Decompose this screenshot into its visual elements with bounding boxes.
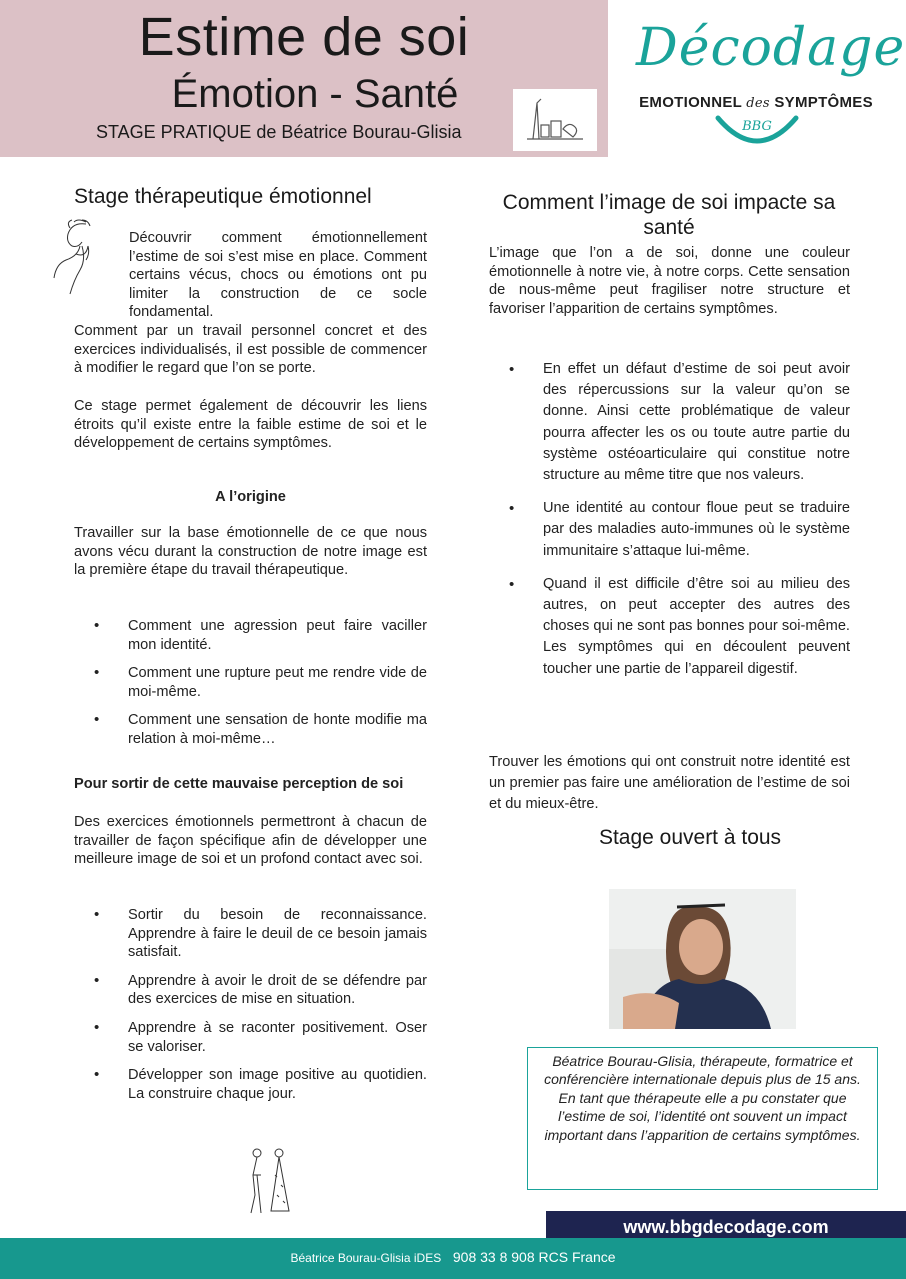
portrait-photo xyxy=(609,889,796,1029)
woman-sketch-illustration xyxy=(52,218,124,296)
left-section-title: Stage thérapeutique émotionnel xyxy=(74,185,372,208)
list-item: • Sortir du besoin de reconnaissance. Apprendre à faire le deuil de ce besoin jamais satisfait. xyxy=(74,906,427,962)
list-item: • Développer son image positive au quotidien. La construire chaque jour. xyxy=(74,1066,427,1103)
stage-open-heading: Stage ouvert à tous xyxy=(598,826,782,849)
logo-sub-a: EMOTIONNEL xyxy=(639,94,742,111)
exercise-bullet-list xyxy=(74,906,427,1113)
logo-bbg-icon xyxy=(714,114,800,154)
logo-sub-des: des xyxy=(746,96,770,111)
list-item: • Apprendre à avoir le droit de se défendre par des exercices de mise en situation. xyxy=(74,972,427,1009)
left-paragraph-2: Comment par un travail personnel concret et des exercices individualisés, il est possible de commencer à modifier le regard que l’on se porte. xyxy=(74,323,427,377)
list-item: • Une identité au contour floue peut se traduire par des maladies auto-immunes où le système immunitaire s’attaque lui-même. xyxy=(489,498,850,562)
origin-bullet-list xyxy=(74,617,427,759)
list-item: • Comment une agression peut faire vaciller mon identité. xyxy=(74,617,427,654)
impact-bullet-list xyxy=(489,359,850,692)
left-paragraph-4: Travailler sur la base émotionnelle de ce que nous avons vécu durant la construction de notre image est la première étape du travail thérapeutique. xyxy=(74,525,427,579)
page-subtitle: Émotion - Santé xyxy=(171,72,459,116)
page-title: Estime de soi xyxy=(138,7,470,67)
list-item: • Apprendre à se raconter positivement. Oser se valoriser. xyxy=(74,1019,427,1056)
list-item: • En effet un défaut d’estime de soi peut avoir des répercussions sur la valeur qu’on se donne. Ainsi cette problématique de valeur pourra affecter les os ou toute autre partie du système ostéoarticulaire qui constitue notre structure au même titre que nos valeurs. xyxy=(489,359,850,486)
sortir-heading: Pour sortir de cette mauvaise perception de soi xyxy=(74,776,404,792)
logo-sub-b: SYMPTÔMES xyxy=(774,94,873,111)
origin-heading: A l’origine xyxy=(215,489,286,505)
list-item: • Comment une sensation de honte modifie ma relation à moi-même… xyxy=(74,711,427,748)
stage-line: STAGE PRATIQUE de Béatrice Bourau-Glisia xyxy=(96,122,462,142)
right-section-title: Comment l’image de soi impacte sa santé xyxy=(502,191,836,239)
left-paragraph-5: Des exercices émotionnels permettront à chacun de travailler de façon spécifique afin de développer une meilleure image de soi et un profond contact avec soi. xyxy=(74,814,427,868)
list-item: • Comment une rupture peut me rendre vide de moi-même. xyxy=(74,664,427,701)
header-illustration xyxy=(513,89,597,151)
right-paragraph-1: L’image que l’on a de soi, donne une couleur émotionnelle à notre vie, à notre corps. Cette sensation de nous-même peut fragiliser notre structure et favoriser l’apparition de certains symptômes. xyxy=(489,245,850,317)
logo-subtitle xyxy=(636,94,876,111)
footer-text xyxy=(0,1249,906,1265)
website-link[interactable]: www.bbgdecodage.com xyxy=(623,1217,829,1237)
list-item: • Quand il est difficile d’être soi au milieu des autres, on peut accepter des autres des choses qui ne sont pas bonnes pour soi-même. Les symptômes qui en découlent peuvent toucher une partie de l’appareil digestif. xyxy=(489,574,850,680)
right-paragraph-2: Trouver les émotions qui ont construit notre identité est un premier pas faire une amélioration de l’estime de soi et du mieux-être. xyxy=(489,754,850,812)
logo-initials: BBG xyxy=(742,119,772,134)
footer-registration: 908 33 8 908 RCS France xyxy=(452,1249,616,1265)
left-paragraph-3: Ce stage permet également de découvrir les liens étroits qu’il existe entre la faible estime de soi et le développement de certains symptômes. xyxy=(74,398,427,452)
left-paragraph-1: Découvrir comment émotionnellement l’estime de soi s’est mise en place. Comment certains vécus, chocs ou émotions ont pu limiter la construction de ce socle fondamental. xyxy=(129,230,427,321)
figures-sketch-illustration xyxy=(243,1145,295,1215)
logo-wordmark: Décodage xyxy=(636,18,906,78)
footer-name: Béatrice Bourau-Glisia iDES xyxy=(290,1251,442,1265)
bio-box: Béatrice Bourau-Glisia, thérapeute, formatrice et conférencière internationale depuis plus de 15 ans. En tant que thérapeute elle a pu constater que l’estime de soi, l’identité ont souvent un impact important dans l’apparition de certains symptômes. xyxy=(527,1047,878,1190)
